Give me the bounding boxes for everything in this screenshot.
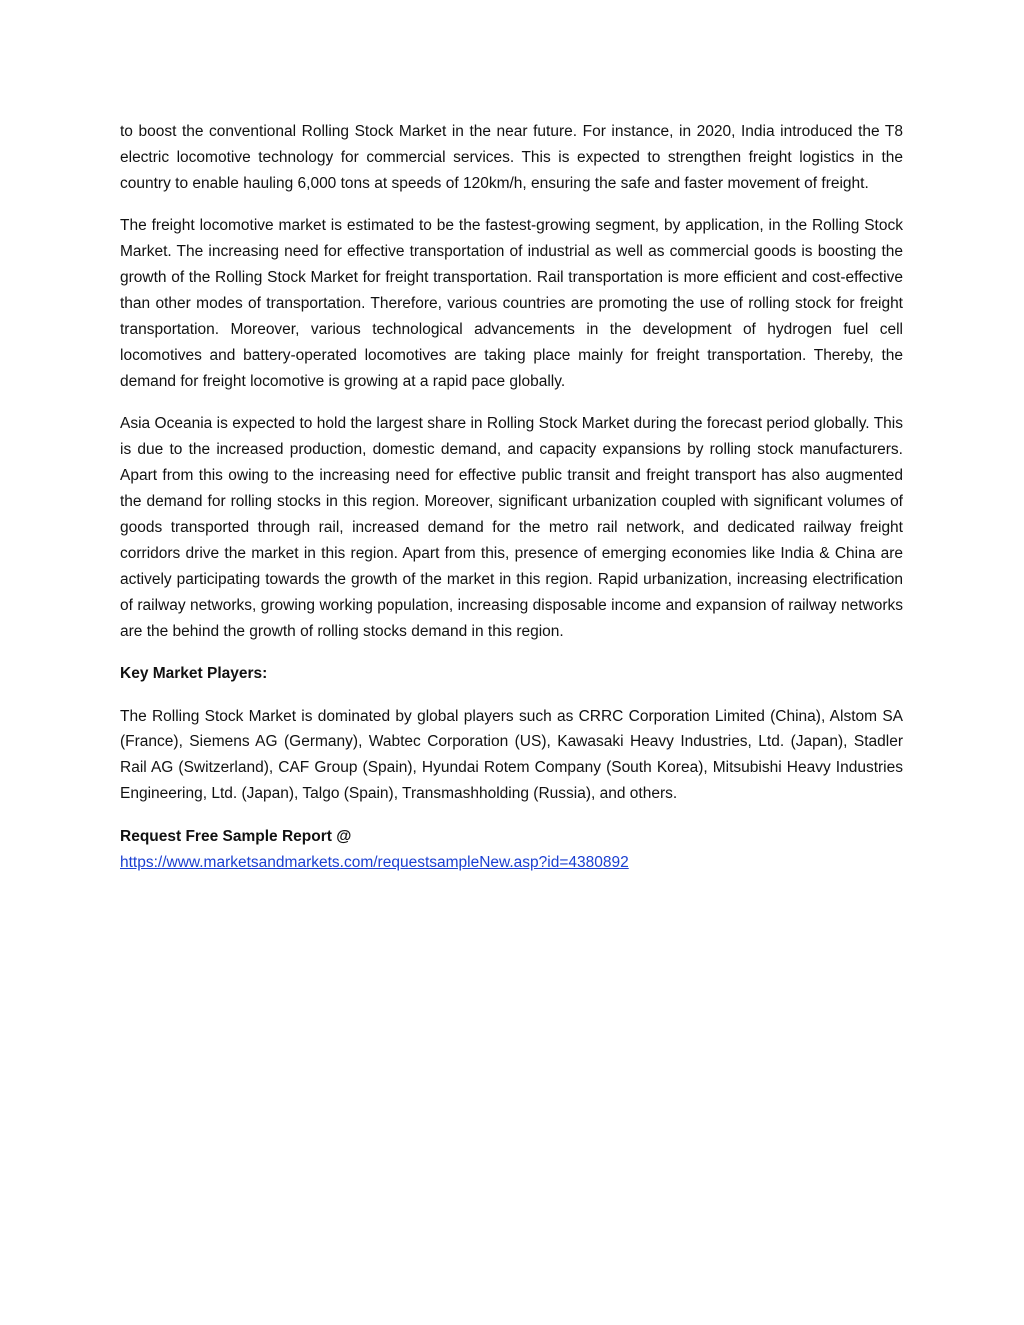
sample-report-block (120, 824, 903, 876)
sample-report-label: Request Free Sample Report @ (120, 827, 352, 845)
sample-report-link[interactable]: https://www.marketsandmarkets.com/requestsampleNew.asp?id=4380892 (120, 853, 629, 871)
key-players-heading: Key Market Players: (120, 665, 268, 682)
paragraph-key-players: The Rolling Stock Market is dominated by global players such as CRRC Corporation Limited (China), Alstom SA (France), Siemens AG (Germany), Wabtec Corporation (US), Kawasaki Heavy Industries, Ltd. (Japan), Stadler Rail AG (Switzerland), CAF Group (Spain), Hyundai Rotem Company (South Korea), Mitsubishi Heavy Industries Engineering, Ltd. (Japan), Talgo (Spain), Transmashholding (Russia), and others. (120, 707, 903, 803)
document-page (120, 119, 903, 876)
paragraph-freight-locomotive: The freight locomotive market is estimated to be the fastest-growing segment, by application, in the Rolling Stock Market. The increasing need for effective transportation of industrial as well as commercial goods is boosting the growth of the Rolling Stock Market for freight transportation. Rail transportation is more efficient and cost-effective than other modes of transportation. Therefore, various countries are promoting the use of rolling stock for freight transportation. Moreover, various technological advancements in the development of hydrogen fuel cell locomotives and battery-operated locomotives are taking place mainly for freight transportation. Thereby, the demand for freight locomotive is growing at a rapid pace globally. (120, 217, 903, 390)
paragraph-asia-oceania: Asia Oceania is expected to hold the largest share in Rolling Stock Market during the forecast period globally. This is due to the increased production, domestic demand, and capacity expansions by rolling stock manufacturers. Apart from this owing to the increasing need for effective public transit and freight transport has also augmented the demand for rolling stocks in this region. Moreover, significant urbanization coupled with significant volumes of goods transported through rail, increased demand for the metro rail network, and dedicated railway freight corridors drive the market in this region. Apart from this, presence of emerging economies like India & China are actively participating towards the growth of the market in this region. Rapid urbanization, increasing electrification of railway networks, growing working population, increasing disposable income and expansion of railway networks are the behind the growth of rolling stocks demand in this region. (120, 415, 903, 640)
paragraph-intro: to boost the conventional Rolling Stock Market in the near future. For instance, in 2020, India introduced the T8 electric locomotive technology for commercial services. This is expected to strengthen freight logistics in the country to enable hauling 6,000 tons at speeds of 120km/h, ensuring the safe and faster movement of freight. (120, 123, 903, 192)
